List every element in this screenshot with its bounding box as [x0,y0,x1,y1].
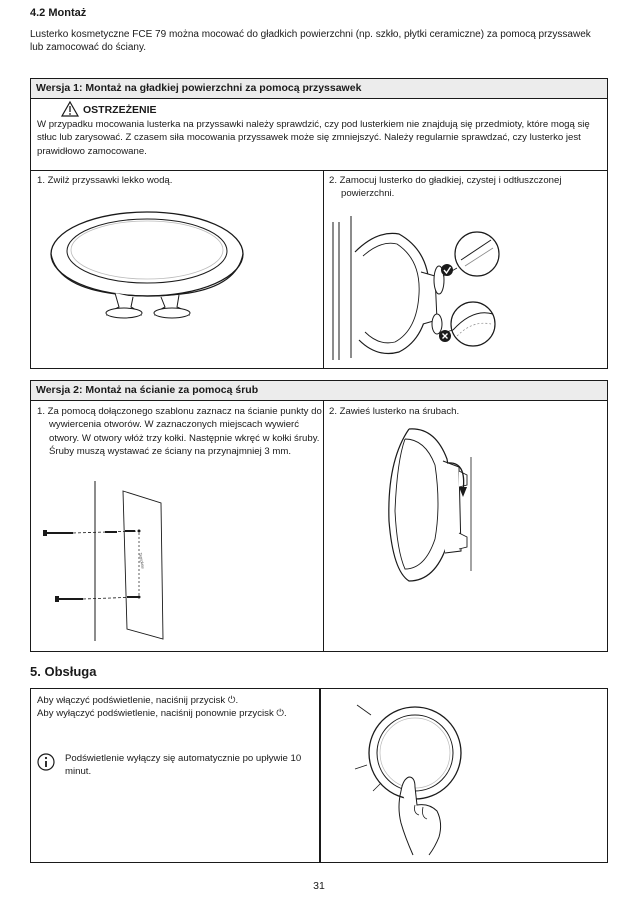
version2-step1: 1. Za pomocą dołączonego szablonu zaznacz na ścianie punkty do wywiercenia otworów. W zaznaczonych miejscach wywierć otwory. W otwory włóż trzy kołki. Następnie wkręć w kołki śruby. Śruby muszą wystawać ze ściany na przynajmniej 3 mm. [37,406,322,457]
svg-text:Template: Template [138,552,146,570]
version2-step2: 2. Zawieś lusterko na śrubach. [329,406,460,417]
mirror-suction-cups-illustration [49,207,249,317]
info-icon [37,753,55,771]
section-4-2-intro: Lusterko kosmetyczne FCE 79 można mocować do gładkich powierzchni (np. szkło, płytki ceramiczne) za pomocą przyssawek lub zamocować do ściany. [30,29,591,53]
version2-box [30,380,608,652]
page-number: 31 [313,880,325,892]
screw-icon [43,530,73,536]
version1-header: Wersja 1: Montaż na gładkiej powierzchni za pomocą przyssawek [31,79,607,99]
version1-step2: 2. Zamocuj lusterko do gładkiej, czystej i odtłuszczonej powierzchni. [329,175,562,200]
operation-text-box [30,688,320,863]
mirror-touch-illustration [353,695,483,860]
operation-illustration-box [320,688,608,863]
wall-template-screws-illustration [43,481,273,641]
warning-triangle-icon [61,101,79,117]
warning-block [37,101,603,158]
auto-off-info-text: Podświetlenie wyłączy się automatycznie po upływie 10 minut. [65,753,302,778]
section-4-2-title: 4.2 Montaż [30,7,87,19]
version1-col-divider [323,170,324,368]
light-off-text: Aby wyłączyć podświetlenie, naciśnij ponownie przycisk ⏻. [37,708,287,719]
warning-title: OSTRZEŻENIE [83,104,157,116]
section-5-title: 5. Obsługa [30,664,97,679]
screw-icon [55,596,83,602]
version1-box [30,78,608,369]
version2-header: Wersja 2: Montaż na ścianie za pomocą śrub [31,381,607,401]
light-on-text: Aby włączyć podświetlenie, naciśnij przycisk ⏻. [37,695,239,706]
mirror-mounted-illustration [325,212,601,362]
mirror-hanging-illustration [359,421,489,591]
version1-divider [31,170,607,171]
warning-text: W przypadku mocowania lusterka na przyssawki należy sprawdzić, czy pod lusterkiem nie znajdują się przedmioty, które mogą się stłuc lub zarysować. Z czasem siła mocowania przyssawek może się zmniejszyć. Należy regularnie sprawdzać, czy lusterko jest prawidłowo zamocowane. [37,119,590,157]
version1-step1: 1. Zwilż przyssawki lekko wodą. [37,175,173,186]
